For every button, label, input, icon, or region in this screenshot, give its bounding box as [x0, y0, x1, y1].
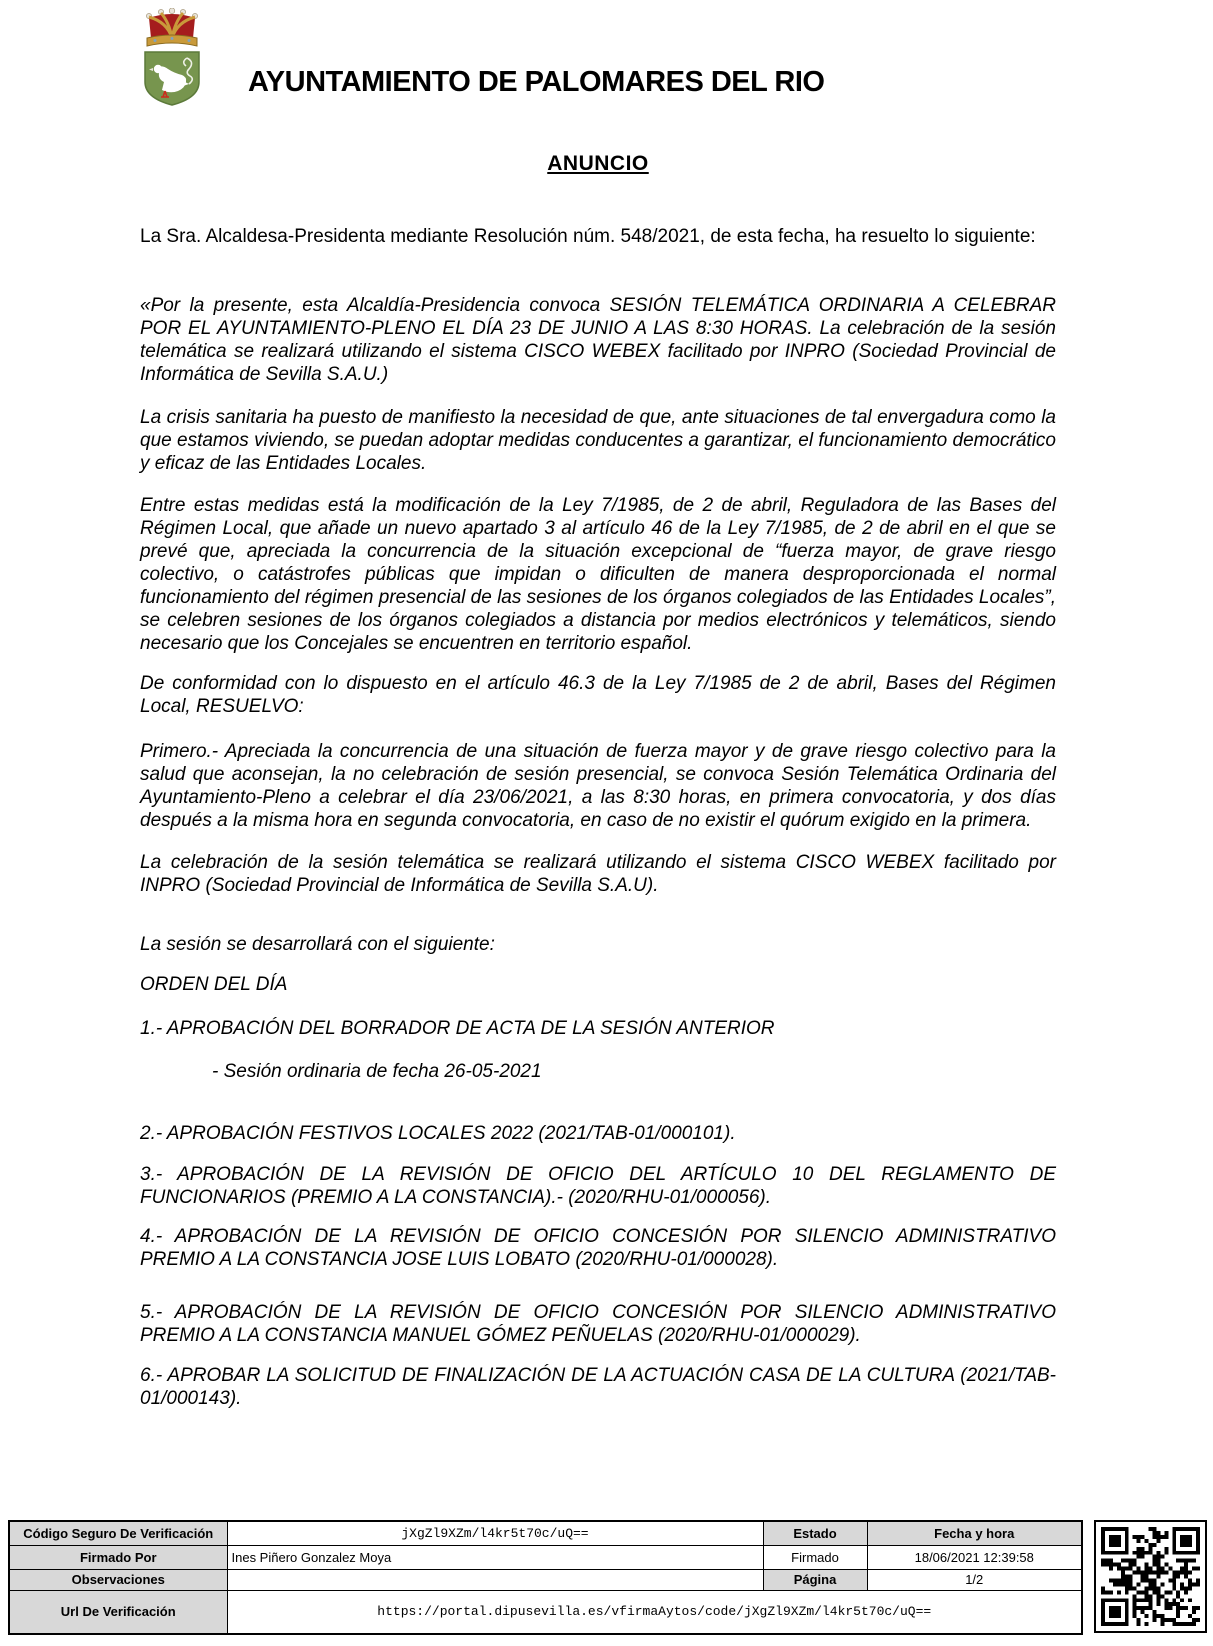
order-item-4: 4.- APROBACIÓN DE LA REVISIÓN DE OFICIO CONCESIÓN POR SILENCIO ADMINISTRATIVO PREMIO A LA CONSTANCIA JOSE LUIS LOBATO (2020/RHU-01/000028).: [140, 1226, 1056, 1270]
body-paragraph: La celebración de la sesión telemática se realizará utilizando el sistema CISCO WEBEX facilitado por INPRO (Sociedad Provincial de Informática de Sevilla S.A.U).: [140, 852, 1056, 896]
session-intro-line: La sesión se desarrollará con el siguiente:: [140, 934, 495, 955]
body-paragraph: De conformidad con lo dispuesto en el artículo 46.3 de la Ley 7/1985 de 2 de abril, Bases del Régimen Local, RESUELVO:: [140, 673, 1056, 717]
estado-value: Firmado: [763, 1545, 867, 1569]
signature-verification-table: [8, 1520, 1083, 1635]
estado-label: Estado: [763, 1521, 867, 1545]
body-paragraph: Entre estas medidas está la modificación de la Ley 7/1985, de 2 de abril, Reguladora de las Bases del Régimen Local, que añade un nuevo apartado 3 al artículo 46 de la Ley 7/1985, de 2 de abril en el que se prevé que, apreciada la concurrencia de la situación excepcional de “fuerza mayor, de grave riesgo colectivo, o catástrofes públicas que impidan o dificulten de manera desproporcionada el normal funcionamiento del régimen presencial de las sesiones de los órganos colegiados de las Entidades Locales”, se celebren sesiones de los órganos colegiados a distancia por medios electrónicos y telemáticos, siendo necesario que los Concejales se encuentren en territorio español.: [140, 495, 1056, 654]
page-title: AYUNTAMIENTO DE PALOMARES DEL RIO: [248, 66, 825, 98]
url-value: https://portal.dipusevilla.es/vfirmaAytos/code/jXgZl9XZm/l4kr5t70c/uQ==: [227, 1590, 1082, 1634]
anuncio-heading: ANUNCIO: [547, 152, 649, 175]
observaciones-label: Observaciones: [9, 1569, 227, 1590]
qr-code-box: [1094, 1520, 1207, 1633]
pagina-label: Página: [763, 1569, 867, 1590]
body-paragraph: «Por la presente, esta Alcaldía-Presidencia convoca SESIÓN TELEMÁTICA ORDINARIA A CELEBRAR POR EL AYUNTAMIENTO-PLENO EL DÍA 23 DE JUNIO A LAS 8:30 HORAS. La celebración de la sesión telemática se realizará utilizando el sistema CISCO WEBEX facilitado por INPRO (Sociedad Provincial de Informática de Sevilla S.A.U.): [140, 295, 1056, 385]
order-item-6: 6.- APROBAR LA SOLICITUD DE FINALIZACIÓN DE LA ACTUACIÓN CASA DE LA CULTURA (2021/TAB-01/000143).: [140, 1365, 1056, 1409]
csv-value: jXgZl9XZm/l4kr5t70c/uQ==: [227, 1521, 763, 1545]
coat-of-arms-logo: [137, 8, 207, 108]
table-row: [9, 1545, 1082, 1569]
csv-label: Código Seguro De Verificación: [9, 1521, 227, 1545]
order-item-3: 3.- APROBACIÓN DE LA REVISIÓN DE OFICIO DEL ARTÍCULO 10 DEL REGLAMENTO DE FUNCIONARIOS (PREMIO A LA CONSTANCIA).- (2020/RHU-01/000056).: [140, 1164, 1056, 1208]
firmado-por-value: Ines Piñero Gonzalez Moya: [227, 1545, 763, 1569]
body-paragraph: La crisis sanitaria ha puesto de manifiesto la necesidad de que, ante situaciones de tal envergadura como la que estamos viviendo, se puedan adoptar medidas conducentes a garantizar, el funcionamiento democrático y eficaz de las Entidades Locales.: [140, 407, 1056, 474]
url-label: Url De Verificación: [9, 1590, 227, 1634]
order-item-2: 2.- APROBACIÓN FESTIVOS LOCALES 2022 (2021/TAB-01/000101).: [140, 1123, 736, 1144]
orden-del-dia-heading: ORDEN DEL DÍA: [140, 974, 288, 995]
pagina-value: 1/2: [867, 1569, 1082, 1590]
order-item-1: 1.- APROBACIÓN DEL BORRADOR DE ACTA DE LA SESIÓN ANTERIOR: [140, 1018, 775, 1039]
firmado-por-label: Firmado Por: [9, 1545, 227, 1569]
body-paragraph: Primero.- Apreciada la concurrencia de una situación de fuerza mayor y de grave riesgo colectivo para la salud que aconsejan, la no celebración de sesión presencial, se convoca Sesión Telemática Ordinaria del Ayuntamiento-Pleno a celebrar el día 23/06/2021, a las 8:30 horas, en primera convocatoria, y dos días después a la misma hora en segunda convocatoria, en caso de no existir el quórum exigido en la primera.: [140, 741, 1056, 831]
fecha-label: Fecha y hora: [867, 1521, 1082, 1545]
document-body: [140, 225, 1056, 1410]
table-row: [9, 1569, 1082, 1590]
table-row: [9, 1590, 1082, 1634]
intro-paragraph: La Sra. Alcaldesa-Presidenta mediante Resolución núm. 548/2021, de esta fecha, ha resuelto lo siguiente:: [140, 226, 1036, 247]
order-item-5: 5.- APROBACIÓN DE LA REVISIÓN DE OFICIO CONCESIÓN POR SILENCIO ADMINISTRATIVO PREMIO A LA CONSTANCIA MANUEL GÓMEZ PEÑUELAS (2020/RHU-01/000029).: [140, 1302, 1056, 1346]
order-subitem: - Sesión ordinaria de fecha 26-05-2021: [212, 1061, 542, 1082]
table-row: [9, 1521, 1082, 1545]
fecha-value: 18/06/2021 12:39:58: [867, 1545, 1082, 1569]
qr-code-icon: [1101, 1527, 1200, 1626]
observaciones-value: [227, 1569, 763, 1590]
